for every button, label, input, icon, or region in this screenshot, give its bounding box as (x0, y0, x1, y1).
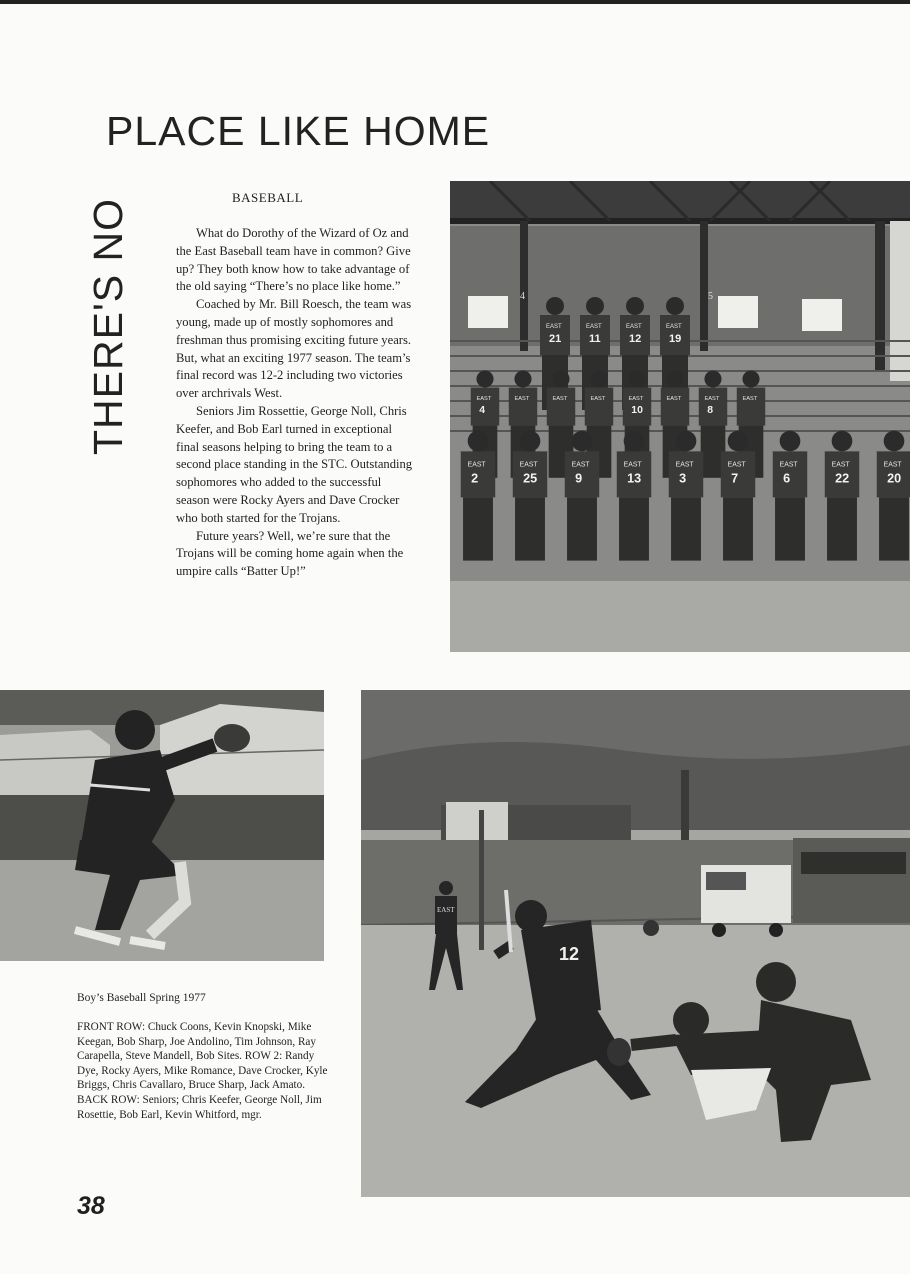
team-photo-illustration (450, 181, 910, 652)
jersey-number: 8 (707, 405, 714, 417)
jersey-number: 3 (679, 471, 687, 486)
team-photo (450, 181, 910, 652)
jersey-text: EAST (779, 461, 798, 469)
jersey-number: 21 (549, 333, 562, 345)
jersey-text: EAST (467, 461, 486, 469)
jersey-text: EAST (704, 395, 720, 402)
jersey-text: EAST (626, 324, 642, 330)
batter-photo-illustration (361, 690, 910, 1197)
article-body (176, 225, 416, 581)
jersey-text: EAST (675, 461, 694, 469)
jersey-number: 7 (731, 471, 739, 486)
jersey-text: EAST (831, 461, 850, 469)
photo-caption: FRONT ROW: Chuck Coons, Kevin Knopski, Mike Keegan, Bob Sharp, Joe Andolino, Tim Johnson, Ray Carapella, Steve Mandell, Bob Sites. ROW 2: Randy Dye, Rocky Ayers, Mike Romance, Dave Crocker, Kyle Briggs, Chris Cavallaro, Bruce Sharp, Jack Amato. BACK ROW: Seniors; Chris Keefer, George Noll, Jim Rosettie, Bob Earl, Kevin Whitford, mgr. (77, 1021, 328, 1121)
jersey-text: EAST (552, 395, 568, 402)
jersey-text: EAST (546, 324, 562, 330)
jersey-number: 25 (523, 471, 538, 486)
jersey-number: 4 (479, 405, 486, 417)
stand-number: 4 (520, 291, 525, 302)
jersey-number: 6 (783, 471, 791, 486)
batter-photo (361, 690, 910, 1197)
fielder-jersey-text: EAST (437, 906, 455, 914)
article-paragraph: Future years? Well, we’re sure that the Trojans will be coming home again when the umpire calls “Batter Up!” (176, 528, 404, 579)
article-paragraph: Seniors Jim Rossettie, George Noll, Chris Keefer, and Bob Earl turned in exceptional final seasons helping to bring the team to a second place standing in the STC. Outstanding sophomores who added to the successful season were Rocky Ayers and Dave Crocker who both started for the Trojans. (176, 403, 413, 525)
section-heading: BASEBALL (232, 190, 304, 205)
catcher-photo-illustration (0, 690, 324, 961)
jersey-text: EAST (623, 461, 642, 469)
page-title: PLACE LIKE HOME (106, 108, 491, 154)
jersey-number: 2 (471, 471, 479, 486)
catcher-photo (0, 690, 324, 961)
page-top-edge (0, 0, 910, 4)
jersey-text: EAST (666, 324, 682, 330)
caption-title: Boy’s Baseball Spring 1977 (77, 992, 206, 1004)
jersey-text: EAST (519, 461, 538, 469)
jersey-number: 19 (669, 333, 682, 345)
jersey-number: 10 (631, 405, 643, 417)
jersey-text: EAST (666, 395, 682, 402)
jersey-text: EAST (571, 461, 590, 469)
jersey-text: EAST (883, 461, 902, 469)
jersey-text: EAST (586, 324, 602, 330)
page-title-vertical: THERE'S NO (85, 197, 131, 455)
stand-number: 5 (708, 291, 713, 302)
jersey-text: EAST (514, 395, 530, 402)
article-paragraph: Coached by Mr. Bill Roesch, the team was young, made up of mostly sophomores and freshman thus promising exciting future years. But, what an exciting 1977 season. The team’s final record was 12-2 including two victories over archrivals West. (176, 297, 412, 401)
jersey-text: EAST (727, 461, 746, 469)
article-paragraph: What do Dorothy of the Wizard of Oz and the East Baseball team have in common? Give up? They both know how to take advantage of the old saying “There’s no place like home.” (176, 226, 411, 294)
jersey-number: 22 (835, 471, 850, 486)
jersey-text: EAST (476, 395, 492, 402)
jersey-number: 20 (887, 471, 902, 486)
jersey-number: 12 (629, 333, 642, 345)
page-number: 38 (77, 1192, 105, 1220)
jersey-text: EAST (590, 395, 606, 402)
jersey-text: EAST (742, 395, 758, 402)
jersey-number: 13 (627, 471, 642, 486)
jersey-number: 11 (589, 333, 601, 345)
batter-jersey-number: 12 (559, 944, 580, 964)
jersey-text: EAST (628, 395, 644, 402)
jersey-number: 9 (575, 471, 583, 486)
